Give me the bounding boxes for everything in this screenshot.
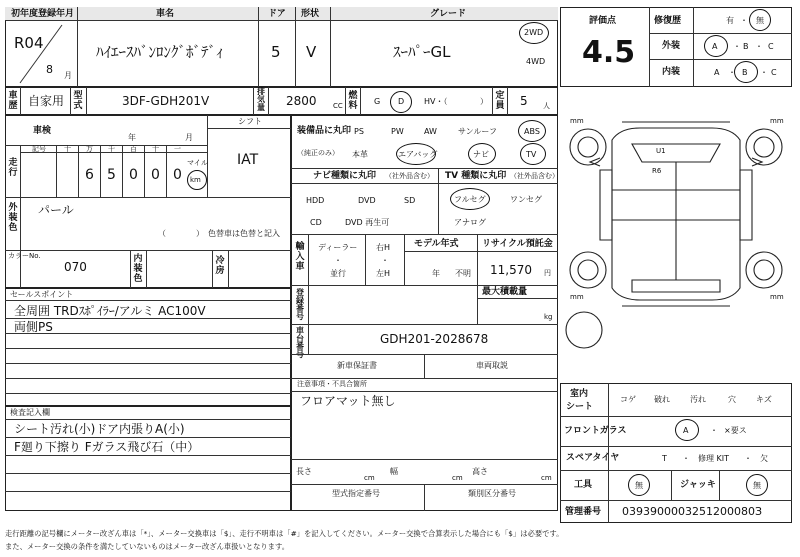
- capacity-label: 定員: [495, 91, 505, 111]
- interior-c: C: [771, 68, 777, 77]
- shape-label: 形状: [301, 9, 320, 19]
- spare-t: T: [662, 454, 667, 463]
- usage-row: [5, 87, 558, 115]
- seat-item-4: 穴: [728, 395, 736, 404]
- usage-value: 自家用: [28, 94, 65, 108]
- interior-label: 内装: [662, 67, 681, 77]
- dim-width-unit: cm: [452, 474, 463, 482]
- diagram-mm-2: mm: [770, 117, 784, 125]
- dim-width: 幅: [390, 467, 398, 476]
- usage-label: 車歴: [8, 91, 18, 111]
- equip-ps: PS: [354, 127, 364, 136]
- model-value: 3DF-GDH201V: [122, 94, 210, 108]
- displacement-unit: CC: [333, 102, 343, 110]
- seat-label-1: 室内: [570, 389, 589, 399]
- mileage-col-header: 十: [64, 145, 71, 153]
- mileage-col-header: 百: [130, 145, 137, 153]
- seat-item-3: 汚れ: [690, 395, 706, 404]
- mileage-col-divider: [166, 145, 167, 197]
- capacity-unit: 人: [543, 102, 550, 110]
- fuel-d: D: [398, 97, 405, 106]
- grade-label: グレード: [430, 9, 467, 19]
- exterior-sep1: ・: [733, 42, 741, 51]
- equip-abs: ABS: [524, 127, 540, 136]
- mileage-mile: マイル: [187, 159, 208, 167]
- recycle-unit: 円: [544, 269, 551, 277]
- mileage-label: 走行: [8, 158, 18, 178]
- import-right: 右H: [376, 243, 391, 252]
- mileage-digit: 0: [173, 167, 182, 183]
- inspector-line-1: シート汚れ(小)ドア内張りA(小): [14, 422, 185, 436]
- model-year-year: 年: [432, 269, 440, 278]
- footer-line-2: また、メーター交換の条件を満たしていないものはメーター改ざん車扱いとなります。: [5, 542, 289, 551]
- repair-yes: 有: [726, 16, 734, 25]
- exterior-c: C: [768, 42, 774, 51]
- max-load-label: 最大積載量: [482, 287, 528, 297]
- color-note: 色替車は色替と記入: [208, 229, 280, 238]
- import-left: 左H: [376, 269, 391, 278]
- grade-value: ｽｰﾊﾟｰGL: [393, 43, 451, 61]
- import-dealer: ディーラー: [318, 243, 358, 252]
- inspection-year: 年: [128, 133, 136, 142]
- diagram-r6: R6: [652, 167, 662, 175]
- sales-label: セールスポイント: [10, 290, 74, 299]
- tv-sub: （社外品含む）: [510, 172, 559, 180]
- dim-height-unit: cm: [541, 474, 552, 482]
- score-value: 4.5: [582, 35, 636, 70]
- jack-label: ジャッキ: [680, 480, 716, 490]
- interior-b: B: [742, 68, 748, 77]
- dim-height: 高さ: [472, 467, 488, 476]
- shape-value: V: [306, 43, 317, 61]
- dim-length: 長さ: [296, 467, 312, 476]
- shift-value: IAT: [237, 152, 259, 168]
- class-no-label: 類別区分番号: [468, 489, 516, 498]
- windshield-a: A: [683, 426, 689, 435]
- reg-era: R04: [14, 34, 44, 52]
- mgmt-label: 管理番号: [565, 507, 602, 517]
- spare-sep2: ・: [744, 454, 752, 463]
- interior-a: A: [714, 68, 720, 77]
- reg-month-unit: 月: [64, 71, 72, 80]
- reg-no-label: 登録番号: [296, 288, 304, 321]
- grade-2wd: 2WD: [524, 28, 544, 37]
- windshield-sep: ・: [710, 426, 718, 435]
- fuel-g: G: [374, 97, 381, 106]
- navi-dvd-play: DVD 再生可: [345, 218, 390, 227]
- max-load-unit: kg: [544, 313, 553, 321]
- fuel-close: ）: [480, 97, 488, 106]
- grade-4wd: 4WD: [526, 57, 546, 66]
- model-label: 型式: [73, 91, 83, 111]
- displacement-label: 排気量: [257, 87, 265, 112]
- tools-value: 無: [635, 481, 643, 490]
- diagram-mm-4: mm: [770, 293, 784, 301]
- tv-oneseg: ワンセグ: [510, 195, 542, 204]
- mgmt-value: 0393900003251200080З: [622, 505, 763, 518]
- seat-item-1: コゲ: [620, 395, 636, 404]
- navi-sd: SD: [404, 196, 416, 205]
- new-warranty: 新車保証書: [337, 361, 377, 370]
- mileage-col-header: 万: [86, 145, 93, 153]
- seat-item-5: キズ: [756, 395, 772, 404]
- manual: 車両取説: [476, 361, 508, 370]
- cautions-label: 注意事項・不具合箇所: [297, 380, 367, 388]
- seat-label-2: シート: [566, 402, 594, 412]
- reg-month: 8: [46, 63, 53, 76]
- door-label: ドア: [268, 9, 286, 19]
- color-paren-open: （: [158, 229, 166, 238]
- fuel-hv: HV・（: [424, 97, 448, 106]
- navi-hdd: HDD: [306, 196, 325, 205]
- repair-label: 修復歴: [654, 16, 682, 26]
- tv-label: TV 種類に丸印: [445, 171, 507, 181]
- jack-value: 無: [753, 481, 761, 490]
- recycle-value: 11,570: [490, 263, 532, 277]
- model-year-label: モデル年式: [414, 239, 459, 249]
- import-dot: ・: [334, 256, 342, 265]
- exterior-label: 外装: [662, 41, 681, 51]
- diagram-mm-3: mm: [570, 293, 584, 301]
- tv-analog: アナログ: [454, 218, 486, 227]
- inspector-line-2: F廻り下擦り Fガラス飛び石（中）: [14, 440, 200, 454]
- shift-label: シフト: [238, 117, 262, 126]
- color-label: 外装色: [8, 203, 18, 233]
- equip-navi: ナビ: [473, 150, 489, 159]
- mileage-col-header: 一: [174, 145, 181, 153]
- inspector-label: 検査記入欄: [10, 408, 50, 417]
- spare-kit: 修理 KIT: [698, 454, 730, 463]
- equip-leather: 本革: [352, 150, 368, 159]
- fridge-label: 冷房: [215, 256, 225, 276]
- navi-dvd: DVD: [358, 196, 376, 205]
- recycle-label: リサイクル預託金: [482, 239, 553, 249]
- seat-item-2: 破れ: [654, 395, 670, 404]
- reg-label: 初年度登録年月: [11, 9, 75, 19]
- import-parallel: 並行: [330, 269, 346, 278]
- car-diagram: [560, 100, 792, 382]
- fuel-label: 燃料: [348, 91, 358, 111]
- exterior-a: A: [712, 42, 718, 51]
- chassis-label: 車台番号: [296, 326, 304, 359]
- color-paren-close: ）: [196, 229, 204, 238]
- equip-aw: AW: [424, 127, 437, 136]
- mileage-col-divider: [56, 145, 57, 197]
- cautions-value: フロアマット無し: [300, 394, 396, 408]
- color-no-value: 070: [64, 260, 87, 274]
- displacement-value: 2800: [286, 94, 317, 108]
- mileage-km: km: [190, 176, 201, 184]
- left-block: [5, 115, 291, 288]
- car-name-value: ﾊｲｴｰｽﾊﾞﾝﾛﾝｸﾞﾎﾞﾃﾞｨ: [96, 43, 224, 61]
- inspection-label: 車検: [33, 126, 52, 136]
- chassis-value: GDH201-2028678: [380, 332, 489, 346]
- model-year-unknown: 不明: [455, 269, 471, 278]
- spare-label: スペアタイヤ: [566, 453, 620, 463]
- footer-line-1: 走行距離の記号欄にメーター改ざん車は「*」、メーター交換車は「$」、走行不明車は「#」を記入してください。メーター交換で合算表示した場合にも「$」は必要です。: [5, 529, 564, 538]
- diagram-u1: U1: [656, 147, 666, 155]
- mileage-col-divider: [78, 145, 79, 197]
- color-value: パール: [38, 203, 74, 217]
- exterior-sep2: ・: [755, 42, 763, 51]
- equip-sub: （純正のみ）: [297, 149, 339, 157]
- door-value: 5: [271, 43, 281, 61]
- mileage-digit: 5: [107, 167, 116, 183]
- equip-airbag: エアバッグ: [398, 150, 438, 159]
- windshield-label: フロントガラス: [564, 426, 627, 436]
- interior-sep2: ・: [760, 68, 768, 77]
- import-label: 輸入車: [295, 242, 305, 272]
- mileage-col-header: 十: [152, 145, 159, 153]
- tools-label: 工具: [574, 480, 593, 490]
- car-name-label: 車名: [156, 9, 175, 19]
- equip-tv: TV: [526, 150, 537, 159]
- mileage-col-divider: [122, 145, 123, 197]
- score-label: 評価点: [589, 16, 617, 26]
- mileage-digit: 0: [129, 167, 138, 183]
- import-dot-2: ・: [381, 256, 389, 265]
- color-no-label: カラーNo.: [8, 252, 41, 260]
- dim-length-unit: cm: [364, 474, 375, 482]
- mileage-digit: 6: [85, 167, 94, 183]
- repair-sep: ・: [740, 16, 748, 25]
- mileage-col-header: 千: [108, 145, 115, 153]
- interior-sep1: ・: [728, 68, 736, 77]
- sales-line-2: 両側PS: [14, 320, 53, 334]
- equip-label: 装備品に丸印: [297, 126, 352, 136]
- tv-fullseg: フルセグ: [454, 195, 486, 204]
- spare-sep: ・: [682, 454, 690, 463]
- equip-sunroof: サンルーフ: [458, 127, 497, 136]
- mileage-code-label: 記号: [32, 145, 46, 153]
- diagram-mm-1: mm: [570, 117, 584, 125]
- equip-pw: PW: [391, 127, 404, 136]
- type-no-label: 型式指定番号: [332, 489, 380, 498]
- mileage-digit: 0: [151, 167, 160, 183]
- spare-none: 欠: [760, 454, 768, 463]
- navi-cd: CD: [310, 218, 322, 227]
- inspection-month: 月: [185, 133, 193, 142]
- navi-sub: （社外品含む）: [385, 172, 434, 180]
- int-color-label: 内装色: [133, 254, 143, 284]
- repair-no: 無: [756, 16, 764, 25]
- mileage-col-divider: [100, 145, 101, 197]
- navi-label: ナビ種類に丸印: [313, 171, 377, 181]
- exterior-b: B: [743, 42, 749, 51]
- windshield-swap: ×要ス: [724, 426, 747, 435]
- mileage-col-divider: [144, 145, 145, 197]
- capacity-value: 5: [520, 94, 528, 108]
- sales-line-1: 全周囲 TRDｽﾎﾟｲﾗｰ/アルミ AC100V: [14, 304, 206, 318]
